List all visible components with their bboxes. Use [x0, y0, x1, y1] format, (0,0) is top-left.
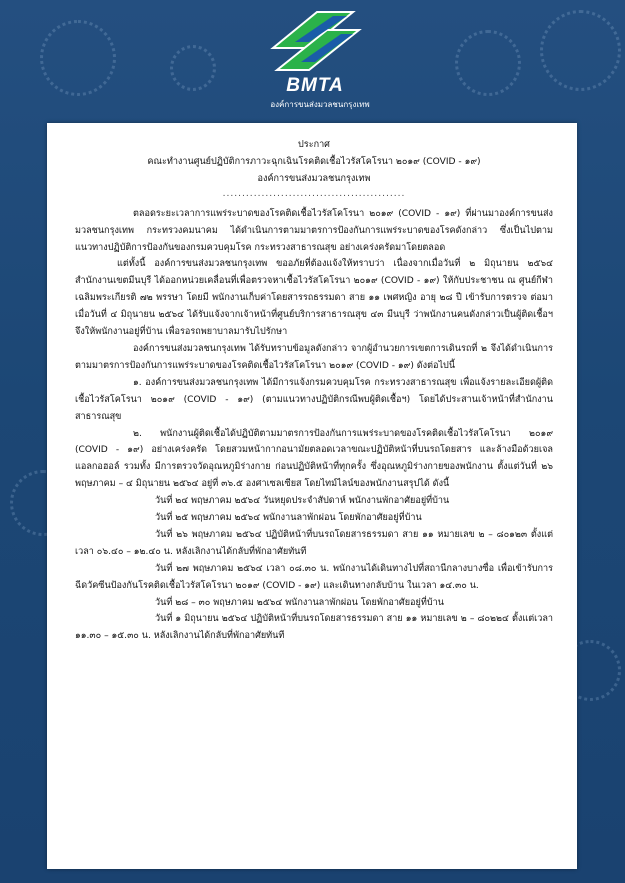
timeline-item: วันที่ ๑ มิถุนายน ๒๕๖๔ ปฏิบัติหน้าที่บนรถโดยสารธรรมดา สาย ๑๑ หมายเลข ๒ – ๘๐๒๒๔ ตั้งแต่เวลา ๑๑.๓๐ – ๑๕.๓๐ น. หลังเลิกงานได้กลับที่พักอาศัยทันที — [75, 614, 553, 642]
logo-wordmark: BMTA — [286, 75, 344, 96]
paragraph-measure-1: ๑. องค์การขนส่งมวลชนกรุงเทพ ได้มีการแจ้งกรมควบคุมโรค กระทรวงสาธารณสุข เพื่อแจ้งรายละเอียดผู้ติดเชื้อไวรัสโคโรนา ๒๐๑๙ (COVID - ๑๙) (ตามแนวทางปฏิบัติกรณีพบผู้ติดเชื้อฯ) โดยได้ประสานเจ้าหน้าที่สำนักงานสาธารณสุข — [75, 377, 553, 422]
bmta-logo — [255, 8, 375, 113]
timeline-item: วันที่ ๒๔ พฤษภาคม ๒๕๖๔ วันหยุดประจำสัปดาห์ พนักงานพักอาศัยอยู่ที่บ้าน — [155, 496, 450, 507]
timeline-item: วันที่ ๒๗ พฤษภาคม ๒๕๖๔ เวลา ๐๘.๓๐ น. พนักงานได้เดินทางไปที่สถานีกลางบางซื่อ เพื่อเข้ารับการฉีดวัคซีนป้องกันโรคติดเชื้อไวรัสโคโรนา ๒๐๑๙ (COVID - ๑๙) และเดินทางกลับบ้าน ในเวลา ๑๔.๓๐ น. — [75, 563, 553, 591]
virus-decoration — [455, 30, 521, 96]
paragraph-response: องค์การขนส่งมวลชนกรุงเทพ ได้รับทราบข้อมูลดังกล่าว จากผู้อำนวยการเขตการเดินรถที่ ๒ จึงได้ดำเนินการตามมาตรการป้องกันการแพร่ระบาดของโรคติดเชื้อไวรัสโคโรนา ๒๐๑๙ (COVID - ๑๙) ดังต่อไปนี้ — [75, 343, 553, 371]
announcement-label: ประกาศ — [298, 140, 330, 150]
paragraph-measure-2: ๒. พนักงานผู้ติดเชื้อได้ปฏิบัติตามมาตรการป้องกันการแพร่ระบาดของโรคติดเชื้อไวรัสโคโรนา ๒๐๑๙ (COVID - ๑๙) อย่างเคร่งครัด โดยสวมหน้ากากอนามัยตลอดเวลาขณะปฏิบัติหน้าที่บนรถโดยสาร และล้างมือด้วยเจลแอลกอฮอล์ รวมทั้ง มีการตรวจวัดอุณหภูมิร่างกาย ก่อนปฏิบัติหน้าที่ทุกครั้ง ซึ่งอุณหภูมิร่างกายของพนักงาน ตั้งแต่วันที่ ๒๖ พฤษภาคม – ๔ มิถุนายน ๒๕๖๔ อยู่ที่ ๓๖.๕ องศาเซลเซียส โดยไทม์ไลน์ของพนักงานสรุปได้ ดังนี้ — [75, 428, 553, 490]
virus-decoration — [170, 45, 216, 91]
virus-decoration — [540, 10, 621, 91]
timeline-item: วันที่ ๒๘ – ๓๐ พฤษภาคม ๒๕๖๔ พนักงานลาพักผ่อน โดยพักอาศัยอยู่ที่บ้าน — [155, 597, 444, 608]
virus-decoration — [40, 20, 116, 96]
header-divider: ............................................... — [222, 188, 406, 199]
bmta-logo-mark — [255, 8, 375, 76]
announcement-document — [47, 123, 577, 869]
logo-subtitle: องค์การขนส่งมวลชนกรุงเทพ — [270, 100, 370, 109]
timeline-item: วันที่ ๒๖ พฤษภาคม ๒๕๖๔ ปฏิบัติหน้าที่บนรถโดยสารธรรมดา สาย ๑๑ หมายเลข ๒ – ๘๐๑๒๓ ตั้งแต่เวลา ๐๖.๔๐ – ๑๒.๔๐ น. หลังเลิกงานได้กลับที่พักอาศัยทันที — [75, 529, 553, 557]
document-content — [75, 137, 553, 645]
paragraph-intro: ตลอดระยะเวลาการแพร่ระบาดของโรคติดเชื้อไวรัสโคโรนา ๒๐๑๙ (COVID - ๑๙) ที่ผ่านมาองค์การขนส่งมวลชนกรุงเทพ กระทรวงคมนาคม ได้ดำเนินการตามมาตรการป้องกันการแพร่ระบาดของโรคดังกล่าว ซึ่งเป็นไปตามแนวทางปฏิบัติการป้องกันของกรมควบคุมโรค กระทรวงสาธารณสุข อย่างเคร่งครัดมาโดยตลอด — [75, 208, 553, 253]
timeline-item: วันที่ ๒๕ พฤษภาคม ๒๕๖๔ พนักงานลาพักผ่อน โดยพักอาศัยอยู่ที่บ้าน — [155, 513, 422, 524]
committee-title: คณะทำงานศูนย์ปฏิบัติการภาวะฉุกเฉินโรคติดเชื้อไวรัสโคโรนา ๒๐๑๙ (COVID - ๑๙) — [147, 156, 481, 167]
paragraph-case-report: แต่ทั้งนี้ องค์การขนส่งมวลชนกรุงเทพ ขออภัยที่ต้องแจ้งให้ทราบว่า เนื่องจากเมื่อวันที่ ๒ มิถุนายน ๒๕๖๔ สำนักงานเขตมีนบุรี ได้ออกหน่วยเคลื่อนที่เพื่อตรวจหาเชื้อไวรัสโคโรนา ๒๐๑๙ (COVID - ๑๙) ให้กับประชาชน ณ ศูนย์กีฬาเฉลิมพระเกียรติ ๗๒ พรรษา โดยมี พนักงานเก็บค่าโดยสารรถธรรมดา สาย ๑๑ เพศหญิง อายุ ๒๘ ปี เข้ารับการตรวจ ต่อมาเมื่อวันที่ ๔ มิถุนายน ๒๕๖๔ ได้รับแจ้งจากเจ้าหน้าที่ศูนย์บริการสาธารณสุข ๔๓ มีนบุรี ว่าพนักงานคนดังกล่าวเป็นผู้ติดเชื้อฯ จึงให้พนักงานอยู่ที่บ้าน เพื่อรอรถพยาบาลมารับไปรักษา — [75, 259, 553, 338]
organization-name: องค์การขนส่งมวลชนกรุงเทพ — [257, 173, 371, 184]
